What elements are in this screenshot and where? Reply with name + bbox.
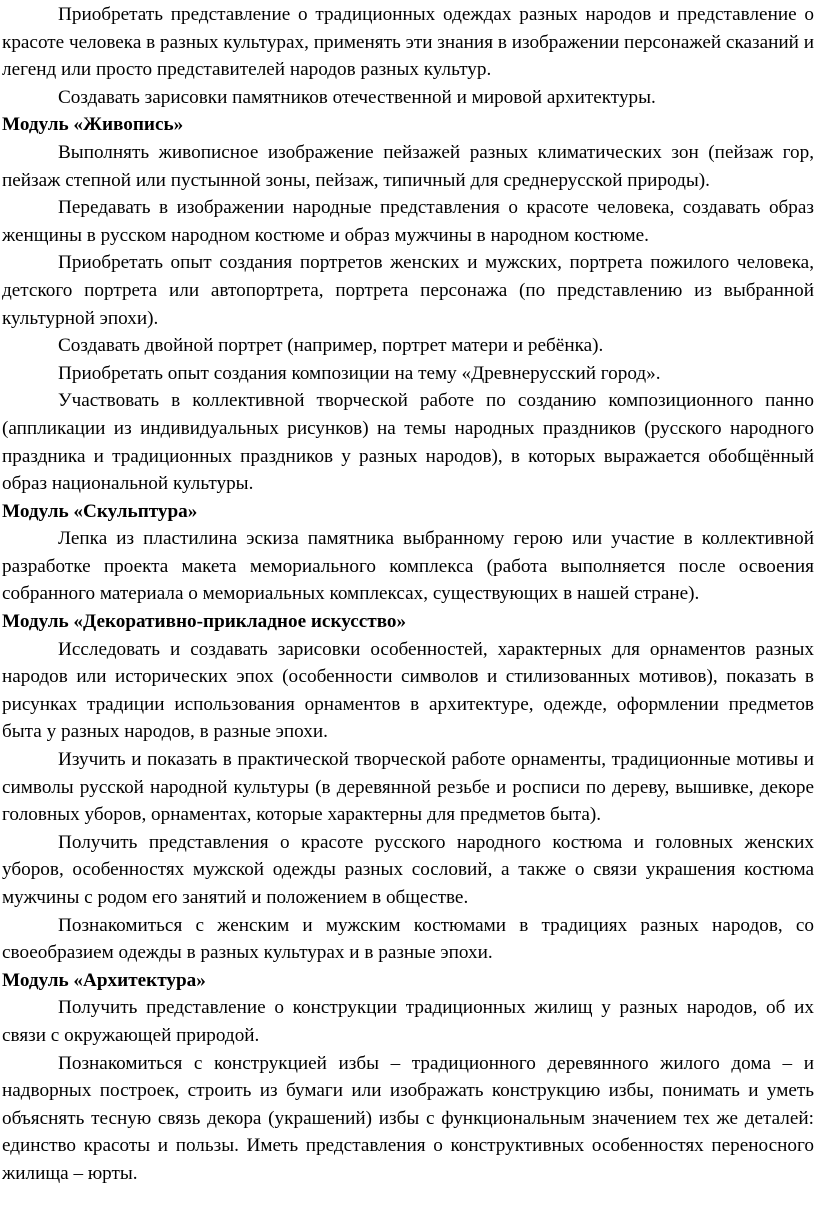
- paragraph: Лепка из пластилина эскиза памятника выбранному герою или участие в коллективной разработке проекта макета мемориального комплекса (работа выполняется после освоения собранного материала о мемориальных комплексах, существующих в нашей стране).: [2, 528, 814, 605]
- module-heading-sculpture: Модуль «Скульптура»: [2, 500, 198, 522]
- paragraph: Исследовать и создавать зарисовки особенностей, характерных для орнаментов разных народов или исторических эпох (особенности символов и стилизованных мотивов), показать в рисунках традиции использования орнаментов в архитектуре, одежде, оформлении предметов быта у разных народов, в разные эпохи.: [2, 638, 814, 743]
- paragraph: Получить представления о красоте русского народного костюма и головных женских уборов, особенностях мужской одежды разных сословий, а также о связи украшения костюма мужчины с родом его занятий и положением в обществе.: [2, 831, 814, 908]
- paragraph: Выполнять живописное изображение пейзажей разных климатических зон (пейзаж гор, пейзаж степной или пустынной зоны, пейзаж, типичный для среднерусской природы).: [2, 141, 814, 191]
- paragraph: Получить представление о конструкции традиционных жилищ у разных народов, об их связи с окружающей природой.: [2, 997, 814, 1046]
- module-heading-painting: Модуль «Живопись»: [2, 114, 184, 136]
- module-heading-decorative-art: Модуль «Декоративно-прикладное искусство»: [2, 611, 407, 633]
- paragraph: Изучить и показать в практической творческой работе орнаменты, традиционные мотивы и символы русской народной культуры (в деревянной резьбе и росписи по дереву, вышивке, декоре головных уборов, орнаментах, которые характерны для предметов быта).: [2, 749, 814, 826]
- paragraph: Приобретать представление о традиционных одеждах разных народов и представление о красоте человека в разных культурах, применять эти знания в изображении персонажей сказаний и легенд или просто представителей народов разных культур.: [2, 4, 814, 81]
- paragraph: Познакомиться с женским и мужским костюмами в традициях разных народов, со своеобразием одежды в разных культурах и в разные эпохи.: [2, 914, 814, 964]
- paragraph: Познакомиться с конструкцией избы – традиционного деревянного жилого дома – и надворных построек, строить из бумаги или изображать конструкцию избы, понимать и уметь объяснять тесную связь декора (украшений) избы с функциональным значением тех же деталей: единство красоты и пользы. Иметь представления о конструктивных особенностях переносного жилища – юрты.: [2, 1052, 814, 1184]
- paragraph: Приобретать опыт создания композиции на тему «Древнерусский город».: [58, 362, 661, 384]
- module-heading-architecture: Модуль «Архитектура»: [2, 969, 206, 991]
- paragraph: Создавать зарисовки памятников отечественной и мировой архитектуры.: [58, 86, 656, 108]
- paragraph: Создавать двойной портрет (например, портрет матери и ребёнка).: [58, 335, 604, 357]
- paragraph: Участвовать в коллективной творческой работе по созданию композиционного панно (аппликации из индивидуальных рисунков) на темы народных праздников (русского народного праздника и традиционных праздников у разных народов), в которых выражается обобщённый образ национальной культуры.: [2, 390, 814, 495]
- paragraph: Передавать в изображении народные представления о красоте человека, создавать образ женщины в русском народном костюме и образ мужчины в народном костюме.: [2, 197, 814, 246]
- paragraph: Приобретать опыт создания портретов женских и мужских, портрета пожилого человека, детского портрета или автопортрета, портрета персонажа (по представлению из выбранной культурной эпохи).: [2, 252, 814, 329]
